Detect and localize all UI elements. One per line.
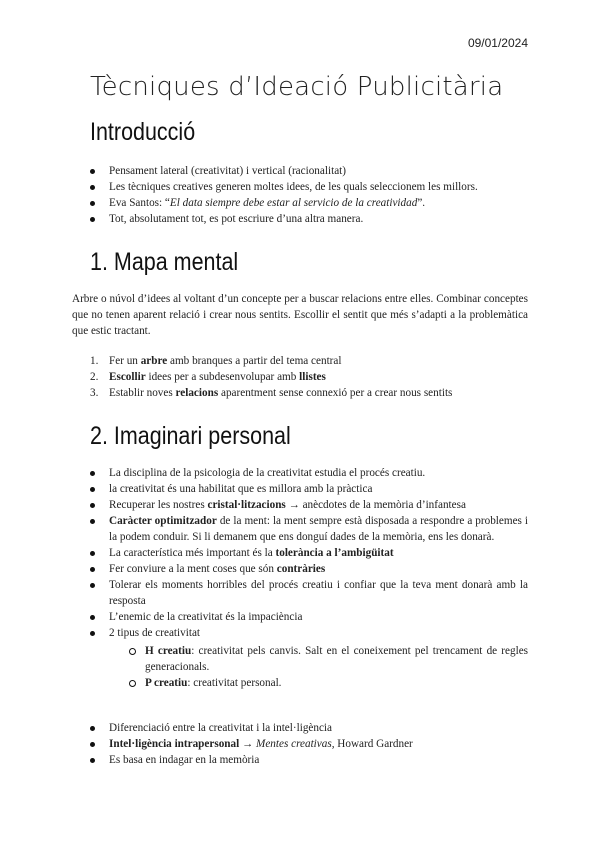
bullet-icon <box>90 551 95 556</box>
imaginari-list <box>90 465 528 691</box>
bullet-icon <box>90 742 95 747</box>
bullet-icon <box>90 217 95 222</box>
bullet-icon <box>90 519 95 524</box>
document-date: 09/01/2024 <box>467 36 528 50</box>
bullet-icon <box>90 615 95 620</box>
bullet-icon <box>90 758 95 763</box>
heading-introduccio: Introducció <box>90 118 196 146</box>
bullet-icon <box>90 487 95 492</box>
list-item: Eva Santos: “El data siempre debe estar al servicio de la creatividad”. <box>90 195 528 211</box>
bullet-icon <box>90 185 95 190</box>
sub-list-item: H creatiu: creativitat pels canvis. Salt en el coneixement pel trencament de regles generacionals. <box>129 643 528 675</box>
list-item: 2. Escollir idees per a subdesenvolupar amb llistes <box>90 371 326 383</box>
document-title: Tècniques d’Ideació Publicitària <box>90 72 504 102</box>
list-item: Tolerar els moments horribles del procés creatiu i confiar que la teva ment donarà amb la resposta <box>90 577 528 609</box>
bullet-icon <box>90 631 95 636</box>
list-item: Les tècniques creatives generen moltes idees, de les quals seleccionem les millors. <box>90 179 528 195</box>
circle-bullet-icon <box>129 680 136 687</box>
list-item: Intel·ligència intrapersonal → Mentes creativas, Howard Gardner <box>90 736 528 752</box>
heading-mapa-mental: 1. Mapa mental <box>90 248 239 276</box>
list-item: 2 tipus de creativitat H creatiu: creativitat pels canvis. Salt en el coneixement pel trencament de regles generacionals. P creatiu: creativitat personal. <box>90 625 528 691</box>
intro-list <box>90 163 528 227</box>
list-item: 1. Fer un arbre amb branques a partir del tema central <box>90 355 342 367</box>
bullet-icon <box>90 726 95 731</box>
sub-list <box>109 643 528 691</box>
list-item: Caràcter optimitzador de la ment: la ment sempre està disposada a respondre a problemes i la podem conduir. Si li demanem que ens donguí dades de la memòria, ens les donarà. <box>90 513 528 545</box>
list-item: La característica més important és la tolerància a l’ambigüitat <box>90 545 528 561</box>
imaginari-list-2 <box>90 720 528 768</box>
list-item: La disciplina de la psicologia de la creativitat estudia el procés creatiu. <box>90 465 528 481</box>
bullet-icon <box>90 567 95 572</box>
list-item: L’enemic de la creativitat és la impaciència <box>90 609 528 625</box>
list-item: Fer conviure a la ment coses que són contràries <box>90 561 528 577</box>
list-item: Es basa en indagar en la memòria <box>90 752 528 768</box>
bullet-icon <box>90 169 95 174</box>
heading-imaginari-personal: 2. Imaginari personal <box>90 422 291 450</box>
bullet-icon <box>90 201 95 206</box>
circle-bullet-icon <box>129 648 136 655</box>
list-item: Diferenciació entre la creativitat i la intel·ligència <box>90 720 528 736</box>
list-item: Pensament lateral (creativitat) i vertical (racionalitat) <box>90 163 528 179</box>
list-item: la creativitat és una habilitat que es millora amb la pràctica <box>90 481 528 497</box>
list-item: 3. Establir noves relacions aparentment sense connexió per a crear nous sentits <box>90 387 453 399</box>
bullet-icon <box>90 503 95 508</box>
mapa-list <box>90 353 528 401</box>
sub-list-item: P creatiu: creativitat personal. <box>129 675 528 691</box>
bullet-icon <box>90 583 95 588</box>
mapa-paragraph: Arbre o núvol d’idees al voltant d’un concepte per a buscar relacions entre elles. Combinar conceptes que no tenen aparent relació i crear nous sentits. Escollir el sentit que més s’adapti a la problemàtica que estic tractant. <box>72 293 528 337</box>
list-item: Recuperar les nostres cristal·litzacions → anècdotes de la memòria d’infantesa <box>90 497 528 513</box>
list-item: Tot, absolutament tot, es pot escriure d’una altra manera. <box>90 211 528 227</box>
bullet-icon <box>90 471 95 476</box>
